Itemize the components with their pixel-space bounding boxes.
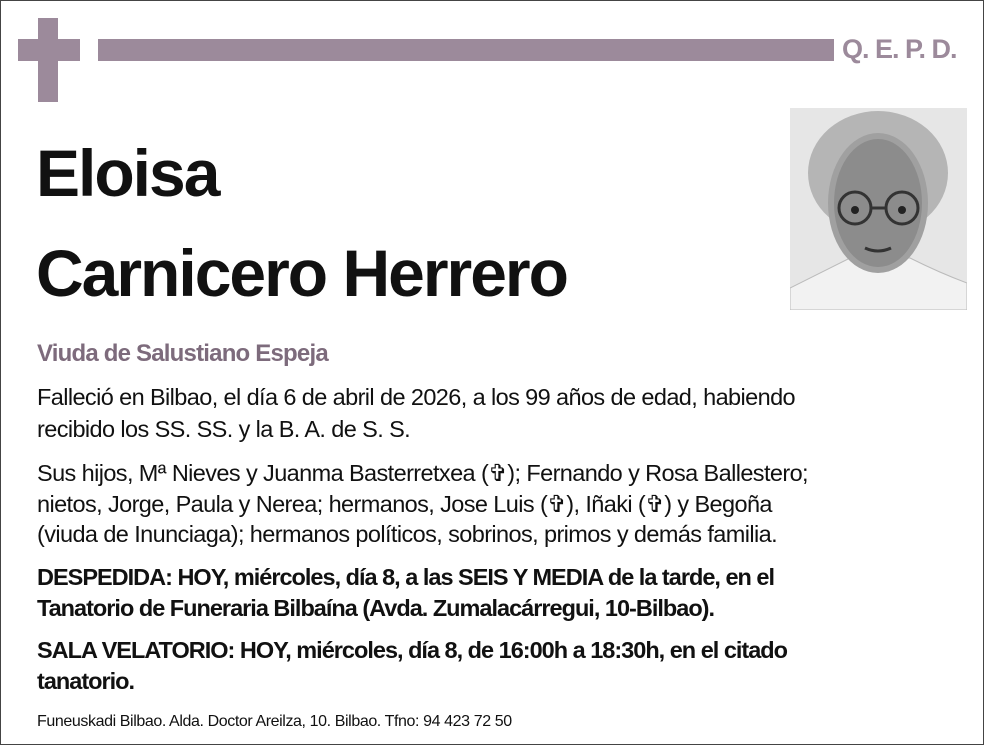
header-bar	[98, 39, 834, 61]
funeral-line: DESPEDIDA: HOY, miércoles, día 8, a las SEIS Y MEDIA de la tarde, en el	[37, 564, 775, 590]
wake-line: SALA VELATORIO: HOY, miércoles, día 8, de 16:00h a 18:30h, en el citado	[37, 637, 788, 663]
wake-line: tanatorio.	[37, 668, 135, 694]
funeral-home-footer: Funeuskadi Bilbao. Alda. Doctor Areilza, 10. Bilbao. Tfno: 94 423 72 50	[37, 713, 512, 730]
family-line: nietos, Jorge, Paula y Nerea; hermanos, Jose Luis (✞), Iñaki (✞) y Begoña	[37, 491, 772, 517]
family-line: Sus hijos, Mª Nieves y Juanma Basterretxea (✞); Fernando y Rosa Ballestero;	[37, 460, 808, 486]
cross-icon-arm	[18, 39, 80, 61]
death-notice-line: recibido los SS. SS. y la B. A. de S. S.	[37, 416, 411, 442]
family-line: (viuda de Inunciaga); hermanos políticos, sobrinos, primos y demás familia.	[37, 521, 778, 547]
deceased-first-name: Eloisa	[36, 136, 219, 210]
funeral-line: Tanatorio de Funeraria Bilbaína (Avda. Zumalacárregui, 10-Bilbao).	[37, 595, 715, 621]
death-notice-line: Falleció en Bilbao, el día 6 de abril de 2026, a los 99 años de edad, habiendo	[37, 384, 796, 410]
qepd-label: Q. E. P. D.	[842, 34, 957, 64]
deceased-surnames: Carnicero Herrero	[36, 236, 567, 310]
deceased-subtitle: Viuda de Salustiano Espeja	[37, 340, 328, 367]
deceased-photo	[790, 108, 967, 310]
